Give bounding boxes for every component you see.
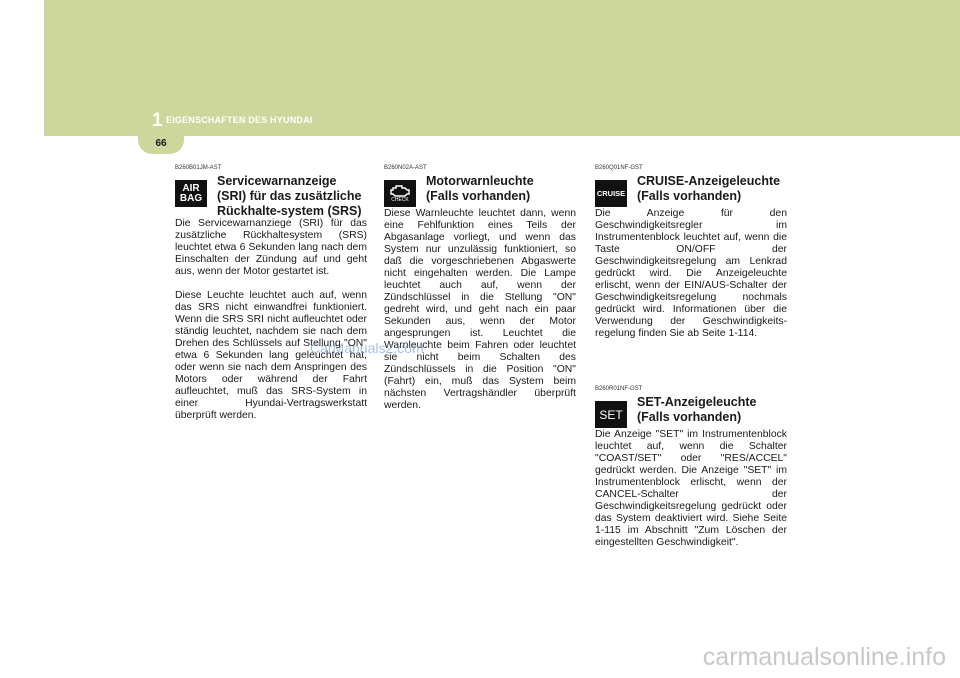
section-title: CRUISE-Anzeigeleuchte (Falls vorhanden) xyxy=(637,174,781,203)
section-code: B260B01JM-AST xyxy=(175,165,222,171)
check-engine-icon: CHECK xyxy=(384,180,416,207)
cruise-icon: CRUISE xyxy=(595,180,627,207)
section-engine-warning xyxy=(384,165,576,424)
section-code: B260N02A-AST xyxy=(384,165,427,171)
footer-watermark: carmanualsonline.info xyxy=(702,643,946,671)
section-set xyxy=(595,386,787,561)
section-title: Motorwarnleuchte (Falls vorhanden) xyxy=(426,174,534,203)
chapter-title: EIGENSCHAFTEN DES HYUNDAI xyxy=(166,115,313,125)
section-title: Servicewarnanzeige (SRI) für das zusätzliche Rückhalte-system (SRS) xyxy=(217,174,362,218)
section-title: SET-Anzeigeleuchte (Falls vorhanden) xyxy=(637,395,757,424)
section-cruise xyxy=(595,165,787,352)
chapter-number: 1 xyxy=(152,110,163,131)
section-code: B260Q01NF-GST xyxy=(595,165,643,171)
section-code: B260R01NF-GST xyxy=(595,386,643,392)
set-icon: SET xyxy=(595,401,627,428)
airbag-icon: AIR BAG xyxy=(175,180,207,207)
section-body: Die Servicewarnanziege (SRI) für das zusätzliche Rückhaltesystem (SRS) leuchtet etwa 6 Sekunden lang nach dem Einschalten der Zündung auf und geht aus, wenn der Motor gestartet ist. Diese Leuchte leuchtet auch auf, wenn das SRS nicht einwandfrei funktioniert. Wenn die SRS SRI nicht aufleuchtet oder ständig leuchtet, nachdem sie nach dem Drehen des Schlüssels auf Stellung "ON" etwa 6 Sekunden lang geleuchtet hat, oder wenn sie nach dem Anspringen des Motors oder während der Fahrt aufleuchtet, muß das SRS-System in einer Hyundai-Vertragswerkstatt überprüft werden. xyxy=(175,218,367,421)
page-number: 66 xyxy=(155,138,167,149)
section-body: Diese Warnleuchte leuchtet dann, wenn eine Fehlfunktion eines Teils der Abgasanlage vorliegt, und wenn das System nur unzulässig funktioniert, so daß die vorgeschriebenen Abgaswerte nicht eingehalten werden. Die Lampe leuchtet auch auf, wenn der Zündschlüssel in die Stellung "ON" gedreht wird, und geht nach ein paar Sekunden aus, wenn der Motor angesprungen ist. Leuchtet die Warnleuchte beim Fahren oder leuchtet sie nicht beim Schalten des Zündschlüssels in die Position "ON" (Fahrt) ein, muß das System beim nächsten Vertragshändler überprüft werden. xyxy=(384,208,576,411)
section-body: Die Anzeige "SET" im Instrumentenblock leuchtet auf, wenn die Schalter "COAST/SET" oder "RES/ACCEL" gedrückt werden. Die Anzeige "SET" im Instrumentenblock erlischt, wenn der CANCEL-Schalter der Geschwindigkeitsregelung gedrückt oder das System deaktiviert wird. Siehe Seite 1-115 im Abschnitt "Zum Löschen der eingestellten Geschwindigkeit". xyxy=(595,429,787,548)
watermark: CarManuals2.com xyxy=(310,340,424,356)
section-body: Die Anzeige für den Geschwindigkeitsregler im Instrumentenblock leuchtet auf, wenn die Taste ON/OFF der Geschwindigkeitsregelung am Lenkrad gedrückt wird. Die Anzeigeleuchte erlischt, wenn der EIN/AUS-Schalter der Geschwindigkeitsregelung nochmals gedrückt wird. Informationen über die Verwendung der Geschwindigkeits-regelung finden Sie ab Seite 1-114. xyxy=(595,208,787,339)
section-srs xyxy=(175,165,367,434)
